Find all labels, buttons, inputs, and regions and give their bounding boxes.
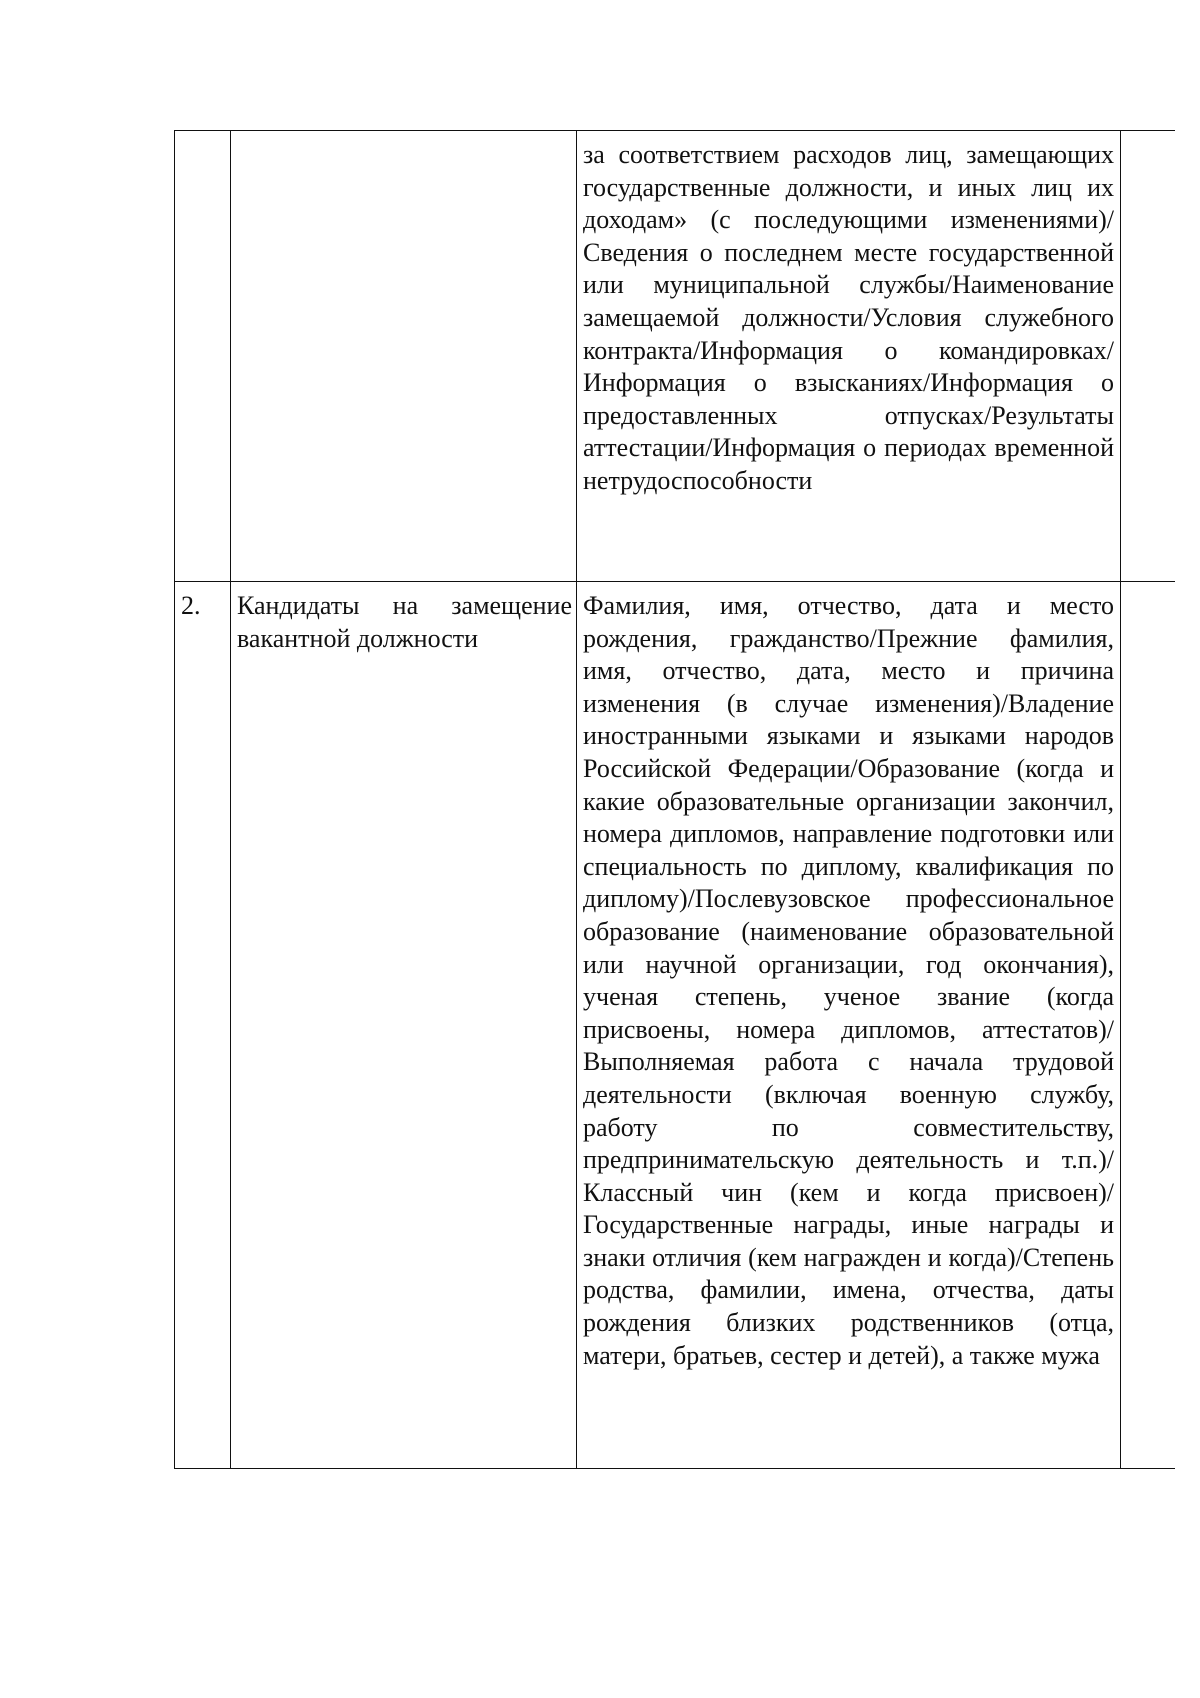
description-cell: за соответствием расходов лиц, замещающих государственные должности, и иных лиц их доходам» (с последующими изменениями)/Сведения о последнем месте государственной или муниципальной службы/Наименование замещаемой должности/Условия служебного контракта/Информация о командировках/Информация о взысканиях/Информация о предоставленных отпусках/Результаты аттестации/Информация о периодах временной нетрудоспособности [577,131,1121,582]
table-row [175,582,1175,1469]
document-page [174,130,1154,1448]
row-number-cell [175,131,231,582]
category-cell [231,131,577,582]
table-row [175,131,1175,582]
extra-column-cell [1121,131,1175,582]
description-cell: Фамилия, имя, отчество, дата и место рождения, гражданство/Прежние фамилия, имя, отчество, дата, место и причина изменения (в случае изменения)/Владение иностранными языками и языками народов Российской Федерации/Образование (когда и какие образовательные организации закончил, номера дипломов, направление подготовки или специальность по диплому, квалификация по диплому)/Послевузовское профессиональное образование (наименование образовательной или научной организации, год окончания), ученая степень, ученое звание (когда присвоены, номера дипломов, аттестатов)/Выполняемая работа с начала трудовой деятельности (включая военную службу, работу по совместительству, предпринимательскую деятельность и т.п.)/Классный чин (кем и когда присвоен)/Государственные награды, иные награды и знаки отличия (кем награжден и когда)/Степень родства, фамилии, имена, отчества, даты рождения близких родственников (отца, матери, братьев, сестер и детей), а также мужа [577,582,1121,1469]
category-cell: Кандидаты на замещение вакантной должности [231,582,577,1469]
row-number-cell: 2. [175,582,231,1469]
personal-data-table [174,130,1175,1469]
extra-column-cell [1121,582,1175,1469]
